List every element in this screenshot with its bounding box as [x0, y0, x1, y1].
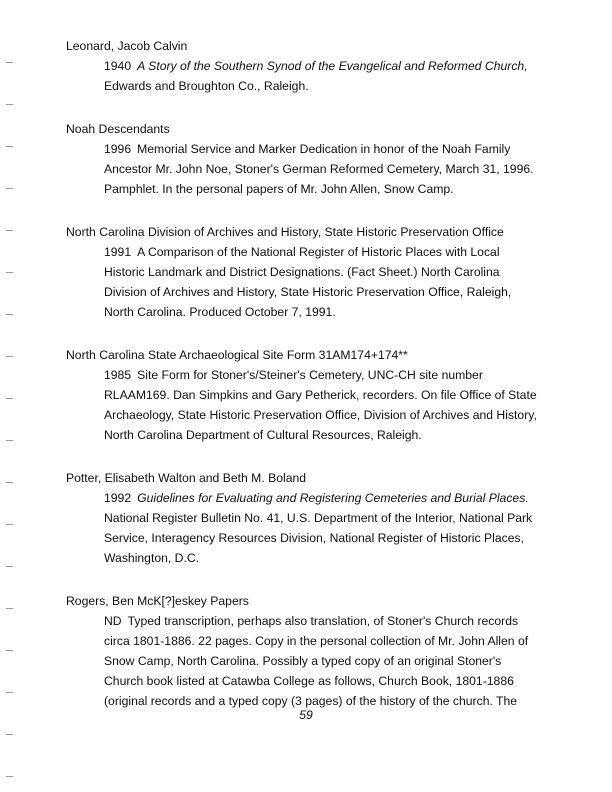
bibliography-list [66, 36, 542, 734]
bibliography-entry [66, 36, 542, 96]
entry-text: Site Form for Stoner's/Steiner's Cemetery, UNC-CH site number RLAAM169. Dan Simpkins and Gary Petherick, recorders. On file Office of State Archaeology, State Historic Preservation Office, Division of Archives and History, North Carolina Department of Cultural Resources, Raleigh. [104, 368, 537, 442]
entry-author: Potter, Elisabeth Walton and Beth M. Boland [66, 471, 307, 485]
entry-body [66, 242, 542, 322]
page-number: 59 [299, 708, 313, 722]
tick-mark [6, 482, 13, 483]
entry-author: North Carolina State Archaeological Site Form 31AM174+174** [66, 348, 408, 362]
entry-publisher: Edwards and Broughton Co., Raleigh. [104, 79, 309, 93]
tick-mark [6, 230, 13, 231]
entry-title: A Story of the Southern Synod of the Evangelical and Reformed Church, [137, 59, 528, 73]
margin-tick-marks [6, 0, 14, 792]
tick-mark [6, 272, 13, 273]
tick-mark [6, 440, 13, 441]
entry-author: Noah Descendants [66, 122, 170, 136]
tick-mark [6, 356, 13, 357]
entry-body [66, 611, 542, 711]
tick-mark [6, 734, 13, 735]
entry-year: 1940 [104, 59, 132, 73]
tick-mark [6, 566, 13, 567]
entry-body [66, 365, 542, 445]
entry-title: Guidelines for Evaluating and Registering Cemeteries and Burial Places. [137, 491, 529, 505]
tick-mark [6, 524, 13, 525]
tick-mark [6, 146, 13, 147]
entry-year: ND [104, 614, 122, 628]
entry-text: Memorial Service and Marker Dedication in honor of the Noah Family Ancestor Mr. John Noe, Stoner's German Reformed Cemetery, March 31, 1996. Pamphlet. In the personal papers of Mr. John Allen, Snow Camp. [104, 142, 534, 196]
bibliography-entry [66, 468, 542, 568]
entry-body [66, 139, 542, 199]
entry-year: 1985 [104, 368, 132, 382]
entry-author: Leonard, Jacob Calvin [66, 39, 188, 53]
entry-author: North Carolina Division of Archives and History, State Historic Preservation Office [66, 225, 504, 239]
tick-mark [6, 188, 13, 189]
tick-mark [6, 608, 13, 609]
tick-mark [6, 776, 13, 777]
tick-mark [6, 104, 13, 105]
entry-text: Typed transcription, perhaps also translation, of Stoner's Church records circa 1801-1886. 22 pages. Copy in the personal collection of Mr. John Allen of Snow Camp, North Carolina. Possibly a typed copy of an original Stoner's Church book listed at Catawba College as follows, Church Book, 1801-1886 (original records and a typed copy (3 pages) of the history of the church. The [104, 614, 529, 708]
tick-mark [6, 62, 13, 63]
tick-mark [6, 650, 13, 651]
entry-publisher: National Register Bulletin No. 41, U.S. Department of the Interior, National Park Service, Interagency Resources Division, National Register of Historic Places, Washington, D.C. [104, 511, 533, 565]
entry-body [66, 56, 542, 96]
entry-body [66, 488, 542, 568]
entry-text: A Comparison of the National Register of Historic Places with Local Historic Landmark and District Designations. (Fact Sheet.) North Carolina Division of Archives and History, State Historic Preservation Office, Raleigh, North Carolina. Produced October 7, 1991. [104, 245, 512, 319]
bibliography-entry [66, 345, 542, 445]
bibliography-entry [66, 591, 542, 711]
bibliography-entry [66, 222, 542, 322]
tick-mark [6, 398, 13, 399]
entry-author: Rogers, Ben McK[?]eskey Papers [66, 594, 249, 608]
entry-year: 1996 [104, 142, 132, 156]
bibliography-entry [66, 119, 542, 199]
entry-year: 1992 [104, 491, 132, 505]
tick-mark [6, 692, 13, 693]
tick-mark [6, 314, 13, 315]
entry-year: 1991 [104, 245, 132, 259]
